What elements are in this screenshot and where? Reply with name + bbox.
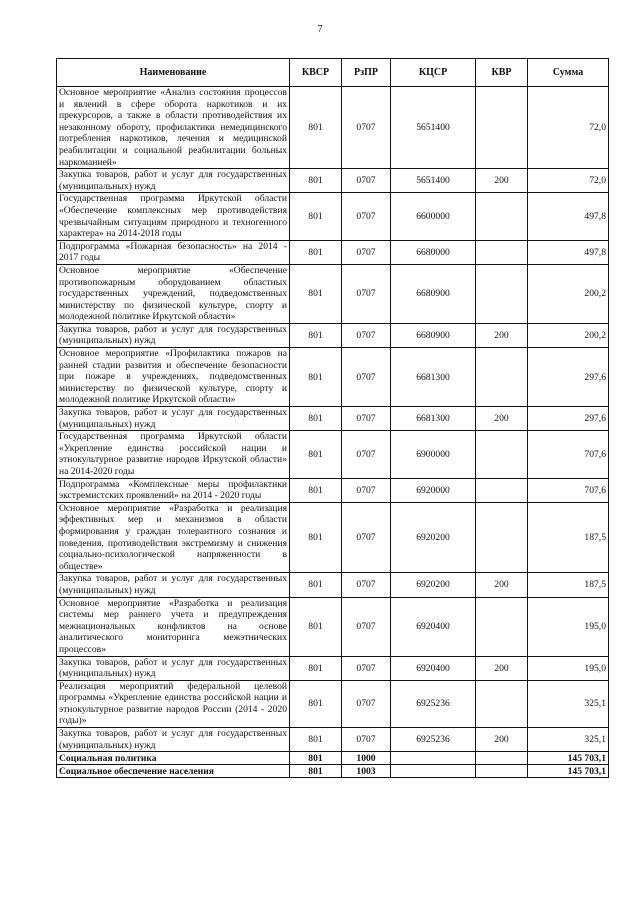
cell-kcsr: 5651400 xyxy=(391,169,476,193)
cell-kvr: 200 xyxy=(476,323,528,347)
cell-sum: 145 703,1 xyxy=(528,765,609,778)
cell-rzpr: 0707 xyxy=(342,431,391,478)
cell-sum: 325,1 xyxy=(528,680,609,727)
cell-kvr xyxy=(476,752,528,765)
cell-kvsr: 801 xyxy=(290,728,342,752)
cell-rzpr: 0707 xyxy=(342,87,391,169)
page-number: 7 xyxy=(317,24,323,35)
cell-rzpr: 0707 xyxy=(342,656,391,680)
cell-name: Закупка товаров, работ и услуг для государственных (муниципальных) нужд xyxy=(57,407,290,431)
cell-name: Социальное обеспечение населения xyxy=(57,765,290,778)
table-row xyxy=(57,407,609,431)
cell-kvr xyxy=(476,264,528,323)
cell-kcsr: 6925236 xyxy=(391,680,476,727)
cell-name: Закупка товаров, работ и услуг для государственных (муниципальных) нужд xyxy=(57,656,290,680)
cell-kcsr: 6681300 xyxy=(391,407,476,431)
cell-sum: 187,5 xyxy=(528,573,609,597)
cell-rzpr: 1000 xyxy=(342,752,391,765)
table-row xyxy=(57,728,609,752)
cell-kvsr: 801 xyxy=(290,765,342,778)
cell-sum: 195,0 xyxy=(528,656,609,680)
cell-kvsr: 801 xyxy=(290,752,342,765)
table-row xyxy=(57,765,609,778)
cell-rzpr: 0707 xyxy=(342,323,391,347)
cell-sum: 297,6 xyxy=(528,348,609,407)
cell-sum: 497,8 xyxy=(528,240,609,264)
cell-name: Государственная программа Иркутской области «Укрепление единства российской нации и этнокультурное развитие народов Иркутской области» на 2014-2020 годы xyxy=(57,431,290,478)
column-header-rzpr: РзПР xyxy=(342,59,391,87)
cell-kvsr: 801 xyxy=(290,431,342,478)
table-row xyxy=(57,323,609,347)
cell-sum: 707,6 xyxy=(528,478,609,502)
table-row xyxy=(57,431,609,478)
cell-kcsr: 6925236 xyxy=(391,728,476,752)
cell-kvsr: 801 xyxy=(290,323,342,347)
cell-sum: 187,5 xyxy=(528,502,609,573)
cell-rzpr: 0707 xyxy=(342,193,391,240)
cell-sum: 72,0 xyxy=(528,169,609,193)
cell-kcsr: 6920400 xyxy=(391,656,476,680)
table-row xyxy=(57,193,609,240)
cell-rzpr: 0707 xyxy=(342,240,391,264)
cell-kvsr: 801 xyxy=(290,348,342,407)
cell-kvr xyxy=(476,348,528,407)
cell-kvr xyxy=(476,87,528,169)
cell-name: Закупка товаров, работ и услуг для государственных (муниципальных) нужд xyxy=(57,728,290,752)
cell-kcsr: 6920200 xyxy=(391,502,476,573)
cell-name: Государственная программа Иркутской области «Обеспечение комплексных мер противодействия чрезвычайным ситуациям природного и техногенного характера» на 2014-2018 годы xyxy=(57,193,290,240)
cell-kvr xyxy=(476,193,528,240)
table-header-row xyxy=(57,59,609,87)
table-row xyxy=(57,597,609,656)
cell-kvr: 200 xyxy=(476,656,528,680)
cell-sum: 325,1 xyxy=(528,728,609,752)
cell-kcsr: 6920200 xyxy=(391,573,476,597)
column-header-sum: Сумма xyxy=(528,59,609,87)
cell-rzpr: 0707 xyxy=(342,264,391,323)
cell-kvr xyxy=(476,478,528,502)
cell-sum: 707,6 xyxy=(528,431,609,478)
cell-name: Закупка товаров, работ и услуг для государственных (муниципальных) нужд xyxy=(57,573,290,597)
cell-rzpr: 0707 xyxy=(342,478,391,502)
cell-name: Основное мероприятие «Обеспечение противопожарным оборудованием областных государственных учреждений, подведомственных министерству по физической культуре, спорту и молодежной политике Иркутской области» xyxy=(57,264,290,323)
cell-rzpr: 0707 xyxy=(342,573,391,597)
budget-table xyxy=(56,58,609,778)
table-row xyxy=(57,752,609,765)
table-row xyxy=(57,264,609,323)
cell-kcsr: 6900000 xyxy=(391,431,476,478)
cell-kvr: 200 xyxy=(476,573,528,597)
cell-rzpr: 0707 xyxy=(342,502,391,573)
cell-kvr xyxy=(476,680,528,727)
cell-kvsr: 801 xyxy=(290,407,342,431)
cell-sum: 195,0 xyxy=(528,597,609,656)
cell-sum: 145 703,1 xyxy=(528,752,609,765)
cell-kvsr: 801 xyxy=(290,193,342,240)
cell-kvr xyxy=(476,240,528,264)
cell-kvsr: 801 xyxy=(290,597,342,656)
cell-kcsr xyxy=(391,752,476,765)
cell-kvsr: 801 xyxy=(290,240,342,264)
cell-name: Основное мероприятие «Разработка и реализация системы мер раннего учета и предупреждения межнациональных конфликтов на основе аналитического мониторинга межэтнических процессов» xyxy=(57,597,290,656)
cell-kcsr: 6680900 xyxy=(391,264,476,323)
cell-sum: 297,6 xyxy=(528,407,609,431)
column-header-kcsr: КЦСР xyxy=(391,59,476,87)
column-header-kvr: КВР xyxy=(476,59,528,87)
table-row xyxy=(57,502,609,573)
table-row xyxy=(57,680,609,727)
cell-name: Социальная политика xyxy=(57,752,290,765)
cell-name: Основное мероприятие «Профилактика пожаров на ранней стадии развития и обеспечение безопасности при пожаре в учреждениях, подведомственных министерству по физической культуре, спорту и молодежной политике Иркутской области» xyxy=(57,348,290,407)
cell-kcsr: 6681300 xyxy=(391,348,476,407)
cell-kvsr: 801 xyxy=(290,502,342,573)
cell-kcsr: 6680000 xyxy=(391,240,476,264)
cell-kcsr: 6600000 xyxy=(391,193,476,240)
cell-name: Закупка товаров, работ и услуг для государственных (муниципальных) нужд xyxy=(57,169,290,193)
column-header-name: Наименование xyxy=(57,59,290,87)
cell-kvsr: 801 xyxy=(290,264,342,323)
column-header-kvsr: КВСР xyxy=(290,59,342,87)
cell-kcsr: 5651400 xyxy=(391,87,476,169)
cell-kvsr: 801 xyxy=(290,656,342,680)
cell-kvsr: 801 xyxy=(290,478,342,502)
table-row xyxy=(57,87,609,169)
cell-kvr xyxy=(476,502,528,573)
cell-name: Подпрограмма «Пожарная безопасность» на 2014 - 2017 годы xyxy=(57,240,290,264)
table-row xyxy=(57,656,609,680)
cell-kvr xyxy=(476,431,528,478)
cell-rzpr: 0707 xyxy=(342,348,391,407)
cell-rzpr: 0707 xyxy=(342,728,391,752)
table-row xyxy=(57,478,609,502)
cell-sum: 497,8 xyxy=(528,193,609,240)
cell-kvr xyxy=(476,765,528,778)
cell-rzpr: 0707 xyxy=(342,680,391,727)
cell-kvsr: 801 xyxy=(290,169,342,193)
cell-kvr: 200 xyxy=(476,728,528,752)
table-row xyxy=(57,169,609,193)
cell-kvsr: 801 xyxy=(290,573,342,597)
cell-name: Основное мероприятие «Разработка и реализация эффективных мер и механизмов в области формирования у граждан толерантного сознания и поведения, противодействия экстремизму и снижения социально-психологической напряженности в обществе» xyxy=(57,502,290,573)
cell-kcsr xyxy=(391,765,476,778)
cell-rzpr: 0707 xyxy=(342,407,391,431)
cell-kcsr: 6680900 xyxy=(391,323,476,347)
cell-name: Реализация мероприятий федеральной целевой программы «Укрепление единства российской нации и этнокультурное развитие народов России (2014 - 2020 годы)» xyxy=(57,680,290,727)
table-row xyxy=(57,348,609,407)
cell-name: Подпрограмма «Комплексные меры профилактики экстремистских проявлений» на 2014 - 2020 годы xyxy=(57,478,290,502)
cell-kcsr: 6920000 xyxy=(391,478,476,502)
cell-name: Основное мероприятие «Анализ состояния процессов и явлений в сфере оборота наркотиков и их прекурсоров, а также в области противодействия их незаконному обороту, профилактики немедицинского потребления наркотиков, лечения и медицинской реабилитации и социальной реабилитации больных наркоманией» xyxy=(57,87,290,169)
cell-kvsr: 801 xyxy=(290,87,342,169)
cell-sum: 200,2 xyxy=(528,323,609,347)
cell-kvr: 200 xyxy=(476,407,528,431)
cell-kcsr: 6920400 xyxy=(391,597,476,656)
cell-sum: 200,2 xyxy=(528,264,609,323)
table-row xyxy=(57,573,609,597)
cell-kvr xyxy=(476,597,528,656)
cell-rzpr: 1003 xyxy=(342,765,391,778)
cell-kvsr: 801 xyxy=(290,680,342,727)
table-row xyxy=(57,240,609,264)
cell-name: Закупка товаров, работ и услуг для государственных (муниципальных) нужд xyxy=(57,323,290,347)
cell-sum: 72,0 xyxy=(528,87,609,169)
cell-rzpr: 0707 xyxy=(342,169,391,193)
cell-rzpr: 0707 xyxy=(342,597,391,656)
cell-kvr: 200 xyxy=(476,169,528,193)
